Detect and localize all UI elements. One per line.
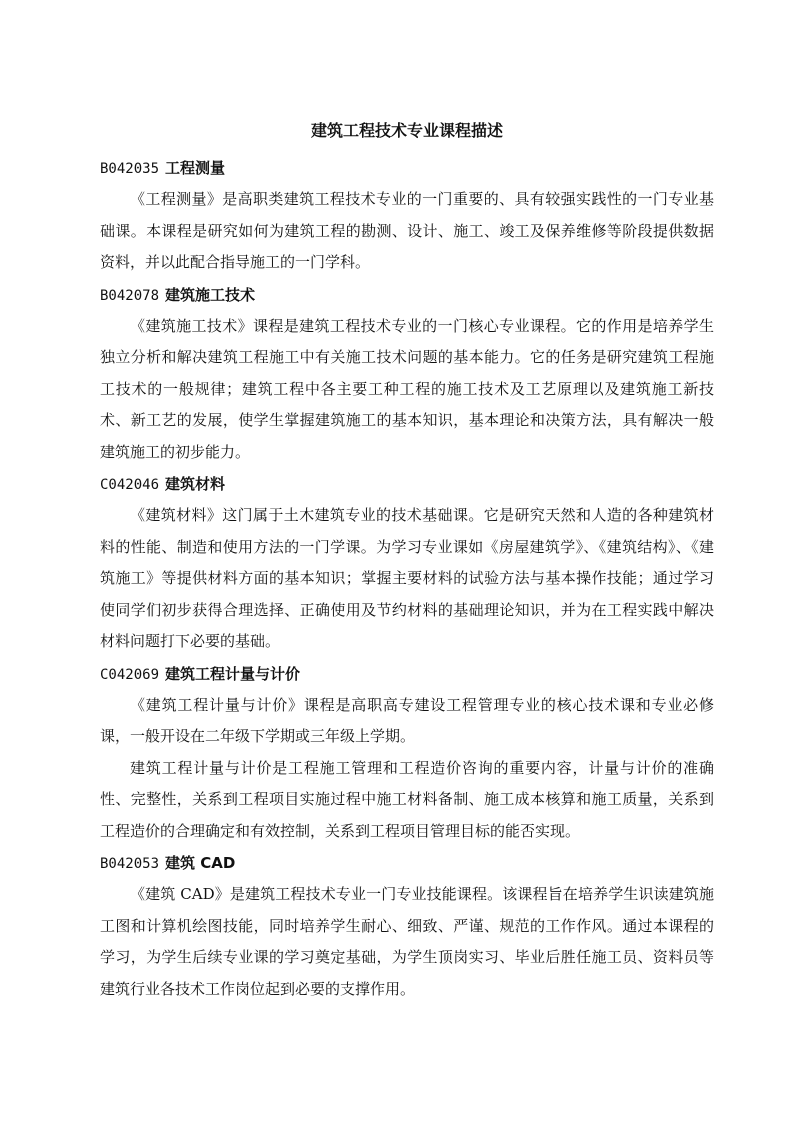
course-heading [100, 468, 714, 500]
course-code: C042069 [100, 666, 160, 683]
course-heading [100, 847, 714, 879]
course-description: 建筑工程计量与计价是工程施工管理和工程造价咨询的重要内容，计量与计价的准确性、完整性，关系到工程项目实施过程中施工材料备制、施工成本核算和施工质量，关系到工程造价的合理确定和有效控制，关系到工程项目管理目标的能否实现。 [100, 758, 714, 840]
course-name: 工程测量 [165, 159, 226, 177]
course-name: 建筑工程计量与计价 [165, 664, 301, 683]
course-description: 《建筑材料》这门属于土木建筑专业的技术基础课。它是研究天然和人造的各种建筑材料的性能、制造和使用方法的一门学课。为学习专业课如《房屋建筑学》、《建筑结构》、《建筑施工》等提供材料方面的基本知识；掌握主要材料的试验方法与基本操作技能；通过学习使同学们初步获得合理选择、正确使用及节约材料的基础理论知识，并为在工程实践中解决材料问题打下必要的基础。 [100, 506, 714, 650]
course-section-b042053 [100, 847, 714, 1005]
document-page [100, 118, 714, 1005]
course-name: 建筑材料 [165, 475, 226, 493]
course-code: C042046 [100, 477, 160, 493]
course-section-c042046 [100, 468, 714, 658]
course-description: 《建筑 CAD》是建筑工程技术专业一门专业技能课程。该课程旨在培养学生识读建筑施工图和计算机绘图技能，同时培养学生耐心、细致、严谨、规范的工作作风。通过本课程的学习，为学生后续专业课的学习奠定基础，为学生顶岗实习、毕业后胜任施工员、资料员等建筑行业各技术工作岗位起到必要的支撑作用。 [100, 885, 714, 998]
course-heading [100, 658, 714, 690]
course-code: B042053 [100, 856, 160, 872]
course-section-c042069 [100, 658, 714, 848]
course-code: B042035 [100, 161, 160, 177]
course-description: 《工程测量》是高职类建筑工程技术专业的一门重要的、具有较强实践性的一门专业基础课。本课程是研究如何为建筑工程的勘测、设计、施工、竣工及保养维修等阶段提供数据资料，并以此配合指导施工的一门学科。 [100, 190, 714, 271]
course-description: 《建筑施工技术》课程是建筑工程技术专业的一门核心专业课程。它的作用是培养学生独立分析和解决建筑工程施工中有关施工技术问题的基本能力。它的任务是研究建筑工程施工技术的一般规律；建筑工程中各主要工种工程的施工技术及工艺原理以及建筑施工新技术、新工艺的发展，使学生掌握建筑施工的基本知识，基本理论和决策方法，具有解决一般建筑施工的初步能力。 [100, 316, 714, 461]
document-title: 建筑工程技术专业课程描述 [310, 121, 503, 140]
course-name: 建筑施工技术 [165, 285, 256, 304]
course-section-b042035 [100, 152, 714, 279]
course-heading [100, 279, 714, 311]
course-code: B042078 [100, 287, 160, 304]
course-name: 建筑 CAD [165, 854, 236, 872]
course-description: 《建筑工程计量与计价》课程是高职高专建设工程管理专业的核心技术课和专业必修课，一般开设在二年级下学期或三年级上学期。 [100, 695, 714, 745]
course-heading [100, 152, 714, 184]
course-section-b042078 [100, 279, 714, 469]
